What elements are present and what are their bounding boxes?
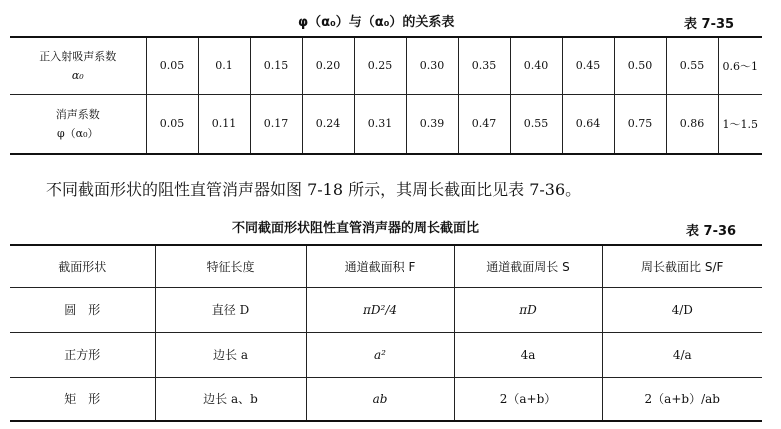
column-header: 通道截面周长 S [454,245,602,287]
table-cell: πD²/4 [306,287,454,332]
table-cell: 0.15 [250,37,302,94]
table-cell: 0.55 [666,37,718,94]
row-header-attenuation [10,94,146,154]
table-row [10,377,762,421]
table-cell: 边长 a [155,332,306,377]
table-cell: ab [306,377,454,421]
table-cell: 2（a+b） [454,377,602,421]
table-cell: 0.47 [458,94,510,154]
table-row [10,332,762,377]
row-header-line2: α₀ [71,68,84,82]
table35-number: 表 7-35 [684,17,735,32]
table-header-row [10,245,762,287]
table-cell: 0.17 [250,94,302,154]
table-cell: 0.64 [562,94,614,154]
row-header-absorption [10,37,146,94]
table-cell: πD [454,287,602,332]
table-cell: 圆 形 [10,287,155,332]
table-cell: 4a [454,332,602,377]
table-cell: 0.50 [614,37,666,94]
table-cell: 1～1.5 [718,94,762,154]
table-cell: 0.39 [406,94,458,154]
table36-number: 表 7-36 [686,224,737,239]
table-row [10,94,762,154]
table-cell: 0.1 [198,37,250,94]
table-cell: 0.55 [510,94,562,154]
table-row [10,287,762,332]
table-cell: 2（a+b）/ab [602,377,762,421]
table-cell: 0.25 [354,37,406,94]
column-header: 周长截面比 S/F [602,245,762,287]
table-cell: 0.40 [510,37,562,94]
column-header: 通道截面积 F [306,245,454,287]
table-cell: 直径 D [155,287,306,332]
table-cell: 边长 a、b [155,377,306,421]
table-cell: 正方形 [10,332,155,377]
table-cell: 0.20 [302,37,354,94]
table-cell: 0.45 [562,37,614,94]
table-cell: 0.31 [354,94,406,154]
column-header: 截面形状 [58,259,107,274]
row-header-line1: 正入射吸声系数 [39,49,117,63]
column-header: 特征长度 [155,245,306,287]
table-cell: 0.11 [198,94,250,154]
table35-caption: φ（α₀）与（α₀）的关系表 [298,15,455,30]
table-cell: 0.30 [406,37,458,94]
table-7-36 [10,244,762,422]
row-header-line1: 消声系数 [55,107,100,121]
table-cell: 4/D [602,287,762,332]
table-7-35 [10,36,762,155]
table-cell: 4/a [602,332,762,377]
table-cell: 0.6～1 [718,37,762,94]
table-cell: 0.05 [146,37,198,94]
table-cell: 矩 形 [10,377,155,421]
table36-caption: 不同截面形状阻性直管消声器的周长截面比 [232,221,480,236]
table-cell: a² [306,332,454,377]
table-cell: 0.05 [146,94,198,154]
table-cell: 0.24 [302,94,354,154]
row-header-line2: φ（α₀） [56,126,99,140]
table-cell: 0.86 [666,94,718,154]
table-cell: 0.35 [458,37,510,94]
table-cell: 0.75 [614,94,666,154]
body-paragraph: 不同截面形状的阻性直管消声器如图 7-18 所示，其周长截面比见表 7-36。 [46,180,582,199]
table-row [10,37,762,94]
